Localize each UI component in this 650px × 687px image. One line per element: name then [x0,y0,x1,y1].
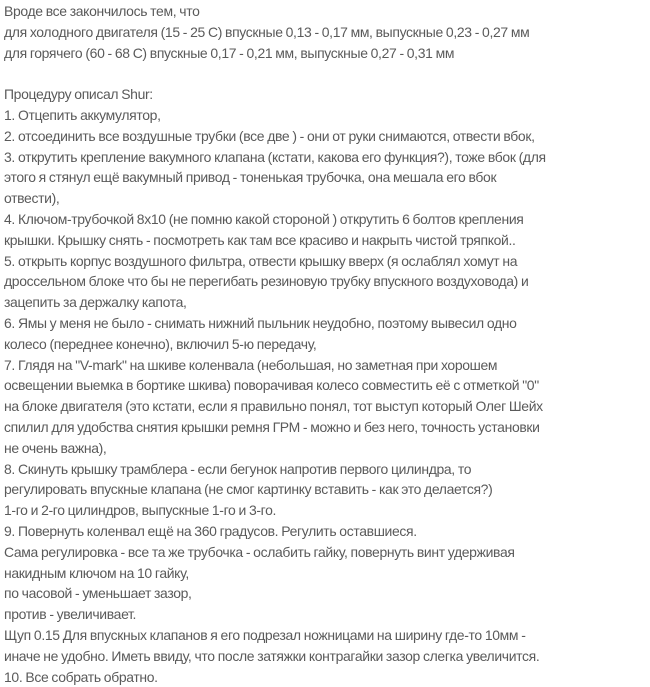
text-line-step-5-cont: зацепить за держалку капота, [4,292,646,313]
text-line-adjustment: Сама регулировка - все та же трубочка - ослабить гайку, повернуть винт удерживая [4,542,646,563]
text-line-step-6: 6. Ямы у меня не было - снимать нижний пыльник неудобно, поэтому вывесил одно [4,313,646,334]
text-line-step-8-cont: регулировать впускные клапана (не смог картинку вставить - как это делается?) [4,479,646,500]
text-line-step-7-cont: спилил для удобства снятия крышки ремня ГРМ - можно и без него, точность установки [4,417,646,438]
text-line-step-8: 8. Скинуть крышку трамблера - если бегунок напротив первого цилиндра, то [4,459,646,480]
post-body [4,1,648,687]
text-line-hot-engine: для горячего (60 - 68 С) впускные 0,17 - 0,21 мм, выпускные 0,27 - 0,31 мм [4,43,646,64]
text-line-step-8-cont: 1-го и 2-го цилиндров, выпускные 1-го и 3-го. [4,500,646,521]
text-line-step-3-cont: отвести), [4,188,646,209]
text-line-step-7-cont: освещении выемка в бортике шкива) поворачивая колесо совместить её с отметкой "0" [4,375,646,396]
text-line-step-1: 1. Отцепить аккумулятор, [4,105,646,126]
text-line-adjustment-cont: накидным ключом на 10 гайку, [4,563,646,584]
text-line-step-3: 3. открутить крепление вакумного клапана (кстати, какова его функция?), тоже вбок (для [4,147,646,168]
text-line-step-4-cont: крышки. Крышку снять - посмотреть как там все красиво и накрыть чистой тряпкой.. [4,230,646,251]
text-line-step-5-cont: дроссельном блоке что бы не перегибать резиновую трубку впускного воздуховода) и [4,271,646,292]
text-line-intro: Вроде все закончилось тем, что [4,1,646,22]
text-line-step-3-cont: этого я стянул ещё вакумный привод - тоненькая трубочка, она мешала его вбок [4,167,646,188]
text-line-cold-engine: для холодного двигателя (15 - 25 С) впускные 0,13 - 0,17 мм, выпускные 0,23 - 0,27 мм [4,22,646,43]
text-line-feeler-gauge-cont: иначе не удобно. Иметь ввиду, что после затяжки контрагайки зазор слегка увеличится. [4,646,646,667]
blank-line [4,63,646,84]
text-line-step-7-cont: не очень важна), [4,438,646,459]
text-line-step-7: 7. Глядя на "V-mark" на шкиве коленвала (небольшая, но заметная при хорошем [4,355,646,376]
text-line-step-2: 2. отсоединить все воздушные трубки (все две ) - они от руки снимаются, отвести вбок, [4,126,646,147]
text-line-counterclockwise: против - увеличивает. [4,604,646,625]
text-line-feeler-gauge: Щуп 0.15 Для впускных клапанов я его подрезал ножницами на ширину где-то 10мм - [4,625,646,646]
text-line-procedure-heading: Процедуру описал Shur: [4,84,646,105]
text-line-step-10: 10. Все собрать обратно. [4,667,646,687]
text-line-step-9: 9. Повернуть коленвал ещё на 360 градусов. Регулить оставшиеся. [4,521,646,542]
text-line-clockwise: по часовой - уменьшает зазор, [4,583,646,604]
text-line-step-5: 5. открыть корпус воздушного фильтра, отвести крышку вверх (я ослаблял хомут на [4,251,646,272]
text-line-step-6-cont: колесо (переднее конечно), включил 5-ю передачу, [4,334,646,355]
text-line-step-4: 4. Ключом-трубочкой 8х10 (не помню какой стороной ) открутить 6 болтов крепления [4,209,646,230]
text-line-step-7-cont: на блоке двигателя (это кстати, если я правильно понял, тот выступ который Олег Шейх [4,396,646,417]
